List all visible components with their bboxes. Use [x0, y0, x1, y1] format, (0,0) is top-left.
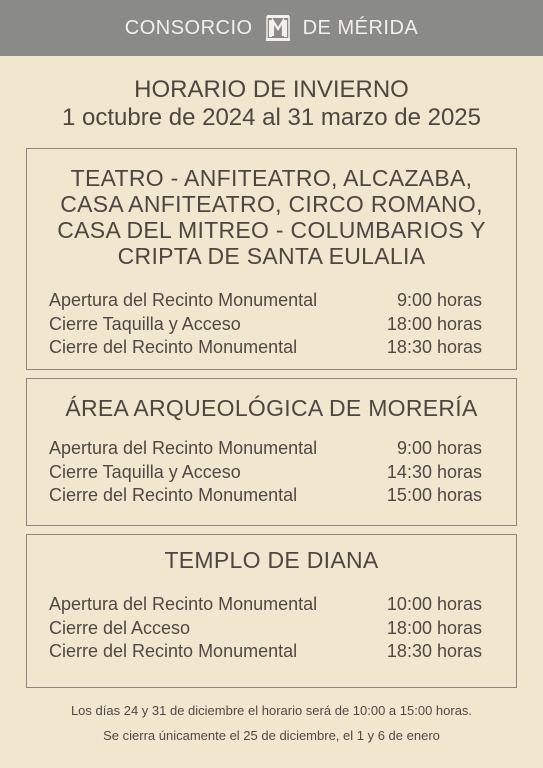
schedule-row: [49, 617, 482, 641]
section-title-line: CASA DEL MITREO - COLUMBARIOS Y: [57, 217, 486, 243]
section-title-line: CRIPTA DE SANTA EULALIA: [117, 243, 426, 269]
row-label: Cierre Taquilla y Acceso: [49, 461, 241, 482]
schedule-box-moreria: [26, 378, 517, 526]
schedule-row: [49, 593, 482, 617]
brand-left-text: CONSORCIO: [124, 16, 253, 39]
schedule-rows: [49, 593, 482, 664]
header-bar: [0, 0, 543, 56]
row-label: Cierre del Recinto Monumental: [49, 337, 298, 357]
row-time: 18:00 horas: [386, 617, 482, 638]
date-range: 1 octubre de 2024 al 31 marzo de 2025: [62, 104, 481, 131]
row-time: 18:00 horas: [386, 313, 482, 334]
note-closures: Se cierra únicamente el 25 de diciembre, el 1 y 6 de enero: [103, 728, 440, 743]
section-title-line: TEMPLO DE DIANA: [164, 547, 379, 573]
schedule-rows: [49, 289, 482, 360]
row-label: Cierre del Recinto Monumental: [49, 641, 298, 661]
row-time: 9:00 horas: [396, 290, 482, 310]
row-label: Cierre del Recinto Monumental: [49, 485, 298, 505]
consorcio-logo-icon: [265, 14, 291, 42]
schedule-row: [49, 289, 482, 313]
row-label: Apertura del Recinto Monumental: [49, 438, 318, 458]
row-label: Apertura del Recinto Monumental: [49, 290, 318, 310]
row-time: 14:30 horas: [386, 461, 482, 482]
row-time: 10:00 horas: [386, 594, 482, 614]
row-label: Cierre Taquilla y Acceso: [49, 313, 241, 334]
schedule-row: [49, 461, 482, 485]
section-title: [27, 165, 516, 269]
row-label: Apertura del Recinto Monumental: [49, 594, 318, 614]
section-title-line: TEATRO - ANFITEATRO, ALCAZABA,: [70, 165, 473, 191]
schedule-rows: [49, 437, 482, 508]
section-title-line: ÁREA ARQUEOLÓGICA DE MORERÍA: [65, 395, 478, 421]
schedule-box-teatro: [26, 148, 517, 370]
schedule-row: [49, 484, 482, 508]
schedule-box-templo: [26, 534, 517, 688]
page-title: HORARIO DE INVIERNO: [134, 76, 409, 103]
row-time: 18:30 horas: [386, 337, 482, 357]
section-title: [27, 547, 516, 573]
schedule-row: [49, 640, 482, 664]
section-title: [27, 395, 516, 421]
schedule-row: [49, 313, 482, 337]
schedule-row: [49, 336, 482, 360]
row-time: 9:00 horas: [396, 438, 482, 458]
row-time: 15:00 horas: [386, 485, 482, 505]
section-title-line: CASA ANFITEATRO, CIRCO ROMANO,: [60, 191, 483, 217]
note-holiday-hours: Los días 24 y 31 de diciembre el horario será de 10:00 a 15:00 horas.: [70, 703, 473, 718]
schedule-row: [49, 437, 482, 461]
brand-right-text: DE MÉRIDA: [302, 16, 419, 39]
row-time: 18:30 horas: [386, 641, 482, 661]
row-label: Cierre del Acceso: [49, 617, 191, 638]
